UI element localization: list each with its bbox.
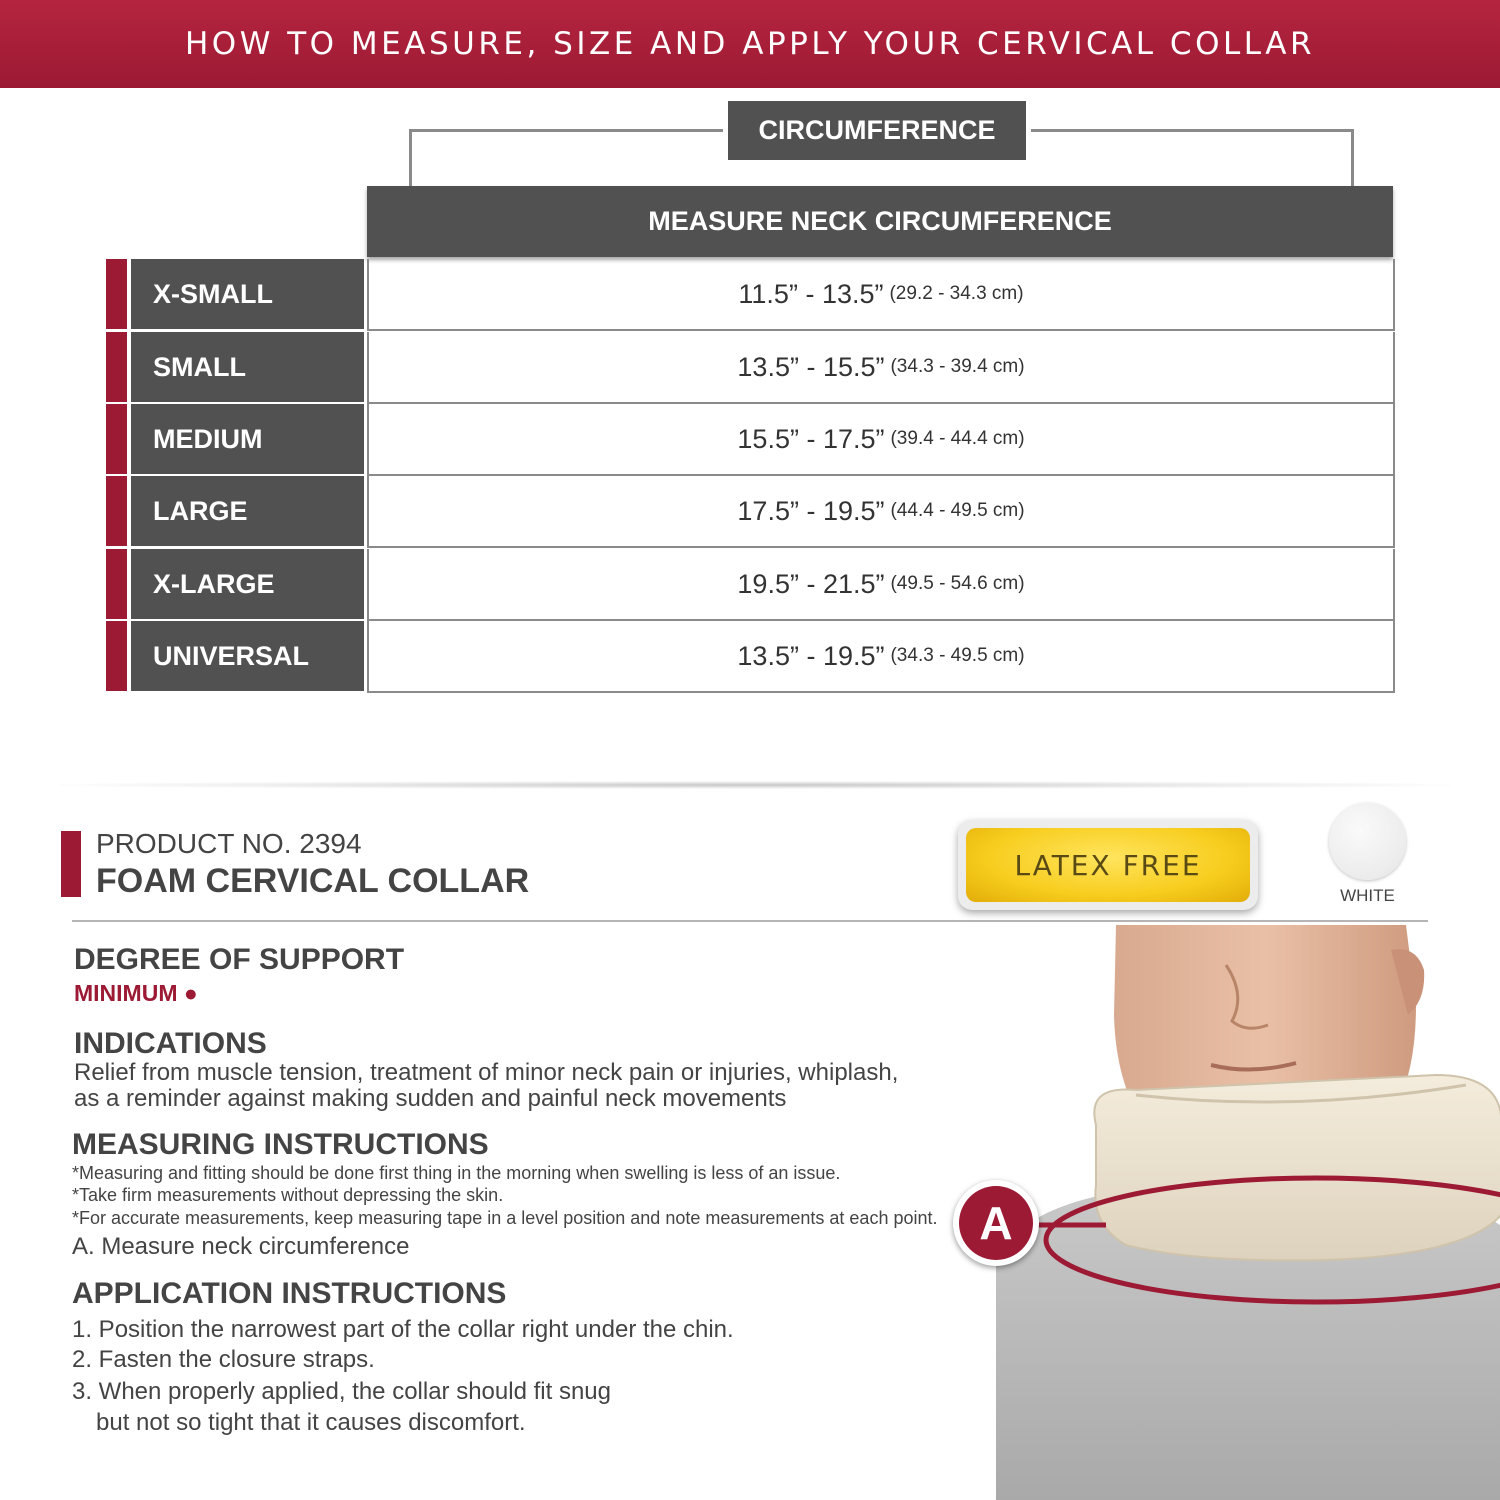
top-banner [0,0,1500,88]
measuring-note: *Take firm measurements without depressing the skin. [72,1185,504,1205]
collar-model-illustration [996,925,1500,1500]
measuring-heading: MEASURING INSTRUCTIONS [72,1128,489,1161]
product-accent-bar [61,831,81,897]
size-name: X-SMALL [131,259,364,329]
size-range-cell [367,476,1395,548]
size-row-small [0,332,1500,404]
size-range-cell [367,332,1395,404]
size-name: LARGE [131,476,364,546]
range-cm: (34.3 - 49.5 cm) [890,645,1025,666]
product-name: FOAM CERVICAL COLLAR [96,862,530,900]
size-range-cell [367,549,1395,621]
size-range-cell [367,404,1395,476]
support-heading: DEGREE OF SUPPORT [74,943,405,976]
indications-line: as a reminder against making sudden and painful neck movements [74,1085,787,1112]
range-inches: 13.5” - 19.5” [737,640,885,671]
application-step: 2. Fasten the closure straps. [72,1346,375,1373]
row-accent [106,476,127,546]
row-accent [106,549,127,619]
range-cm: (39.4 - 44.4 cm) [890,428,1025,449]
size-row-x-small [0,259,1500,331]
range-cm: (49.5 - 54.6 cm) [890,573,1025,594]
support-level: MINIMUM ● [74,980,198,1006]
indications-heading: INDICATIONS [74,1027,267,1060]
measuring-note: *For accurate measurements, keep measuring tape in a level position and note measurements at each point. [72,1208,938,1228]
size-name: UNIVERSAL [131,621,364,691]
indications-line: Relief from muscle tension, treatment of minor neck pain or injuries, whiplash, [74,1059,899,1086]
size-row-medium [0,404,1500,476]
product-photo [996,925,1500,1500]
row-accent [106,332,127,402]
row-accent [106,621,127,691]
application-step-continued: but not so tight that it causes discomfort. [96,1409,526,1436]
measuring-step-a: A. Measure neck circumference [72,1233,410,1260]
latex-free-label: LATEX FREE [966,828,1250,902]
product-number: PRODUCT NO. 2394 [96,828,362,859]
range-inches: 19.5” - 21.5” [737,568,885,599]
circumference-label: CIRCUMFERENCE [728,101,1026,160]
measuring-note: *Measuring and fitting should be done first thing in the morning when swelling is less of an issue. [72,1163,841,1183]
row-accent [106,259,127,329]
latex-free-badge [958,820,1258,910]
range-cm: (34.3 - 39.4 cm) [890,356,1025,377]
color-swatch-white [1329,803,1406,880]
range-cm: (29.2 - 34.3 cm) [889,283,1024,304]
application-step: 1. Position the narrowest part of the collar right under the chin. [72,1316,734,1343]
column-header: MEASURE NECK CIRCUMFERENCE [367,186,1393,257]
size-name: X-LARGE [131,549,364,619]
application-step: 3. When properly applied, the collar should fit snug [72,1378,611,1405]
product-rule [72,920,1428,922]
range-cm: (44.4 - 49.5 cm) [890,500,1025,521]
size-row-large [0,476,1500,548]
measure-point-a-marker [953,1180,1039,1266]
size-row-universal [0,621,1500,693]
range-inches: 13.5” - 15.5” [737,351,885,382]
size-row-x-large [0,549,1500,621]
marker-label: A [959,1186,1033,1260]
row-accent [106,404,127,474]
size-name: MEDIUM [131,404,364,474]
range-inches: 15.5” - 17.5” [737,423,885,454]
section-divider [60,781,1450,789]
application-heading: APPLICATION INSTRUCTIONS [72,1277,507,1310]
size-name: SMALL [131,332,364,402]
size-range-cell [367,621,1395,693]
size-range-cell [367,259,1395,331]
banner-title: HOW TO MEASURE, SIZE AND APPLY YOUR CERVICAL COLLAR [185,26,1315,62]
color-swatch-label: WHITE [1340,886,1395,905]
range-inches: 17.5” - 19.5” [737,495,885,526]
range-inches: 11.5” - 13.5” [738,278,884,309]
